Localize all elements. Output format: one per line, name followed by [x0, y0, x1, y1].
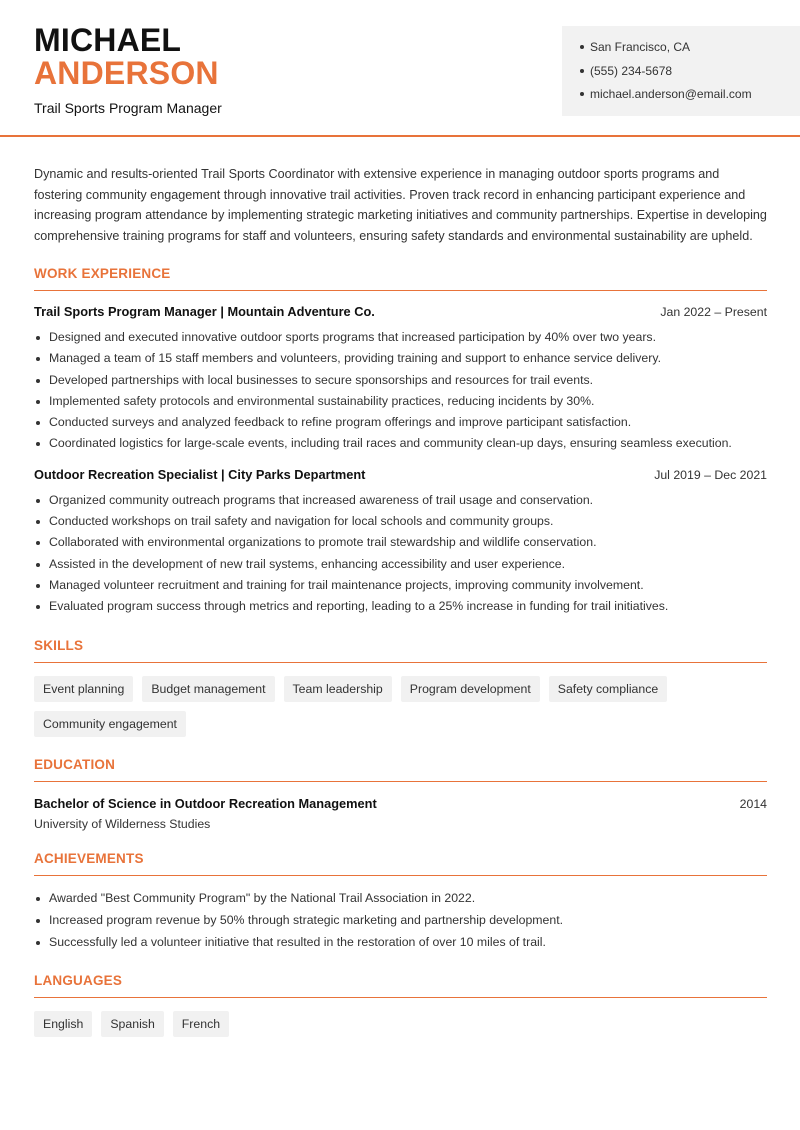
- job-title: Trail Sports Program Manager: [34, 100, 222, 116]
- bullet-icon: [36, 499, 40, 503]
- bullet-icon: [36, 563, 40, 567]
- contact-phone: [580, 64, 800, 88]
- contact-box: [562, 26, 800, 116]
- job-entry: [34, 304, 767, 455]
- bullet-icon: [36, 584, 40, 588]
- list-item: [34, 932, 767, 953]
- bullet-icon: [36, 541, 40, 545]
- languages-section: [34, 973, 767, 1037]
- skill-chip: Safety compliance: [549, 676, 667, 702]
- bullet-icon: [580, 69, 584, 73]
- bullet-text: Developed partnerships with local businesses to secure sponsorships and resources for trail events.: [49, 372, 594, 387]
- job-role: Outdoor Recreation Specialist | City Parks Department: [34, 466, 366, 482]
- skill-chip: Event planning: [34, 676, 133, 702]
- languages-list: [34, 1011, 767, 1037]
- last-name: ANDERSON: [34, 55, 219, 91]
- bullet-text: Collaborated with environmental organizations to promote trail stewardship and wildlife conservation.: [49, 535, 597, 550]
- skills-section: [34, 638, 767, 737]
- achievements-section: [34, 851, 767, 954]
- list-item: [34, 575, 767, 596]
- language-chip: Spanish: [101, 1011, 163, 1037]
- education-entry: [34, 796, 767, 831]
- bullet-text: Conducted workshops on trail safety and navigation for local schools and community groups.: [49, 514, 554, 529]
- skills-list: [34, 676, 767, 737]
- section-title: ACHIEVEMENTS: [34, 851, 767, 876]
- bullet-icon: [36, 442, 40, 446]
- graduation-year: 2014: [739, 796, 767, 811]
- bullet-text: Designed and executed innovative outdoor sports programs that increased participation by 40% over two years.: [49, 330, 656, 344]
- bullet-text: Organized community outreach programs that increased awareness of trail usage and conservation.: [49, 492, 594, 507]
- list-item: [34, 910, 767, 931]
- bullet-icon: [36, 336, 40, 340]
- skill-chip: Community engagement: [34, 711, 186, 737]
- bullet-icon: [36, 520, 40, 524]
- bullet-text: Assisted in the development of new trail systems, enhancing accessibility and user experience.: [49, 556, 566, 571]
- list-item: [34, 327, 767, 348]
- job-dates: Jul 2019 – Dec 2021: [654, 467, 767, 482]
- email-text: michael.anderson@email.com: [590, 87, 752, 101]
- location-text: San Francisco, CA: [590, 40, 691, 54]
- section-title: WORK EXPERIENCE: [34, 266, 767, 291]
- bullet-icon: [36, 941, 40, 945]
- bullet-icon: [36, 421, 40, 425]
- bullet-icon: [36, 919, 40, 923]
- resume-body: [34, 164, 767, 1037]
- list-item: [34, 490, 767, 511]
- bullet-icon: [36, 379, 40, 383]
- job-dates: Jan 2022 – Present: [660, 305, 767, 319]
- bullet-icon: [36, 357, 40, 361]
- bullet-text: Evaluated program success through metrics and reporting, leading to a 25% increase in funding for trail initiatives.: [49, 599, 669, 614]
- job-entry: [34, 467, 767, 618]
- bullet-icon: [36, 605, 40, 609]
- list-item: [34, 511, 767, 532]
- contact-location: [580, 40, 800, 64]
- list-item: [34, 391, 767, 412]
- job-role: Trail Sports Program Manager | Mountain Adventure Co.: [34, 304, 375, 319]
- bullet-text: Conducted surveys and analyzed feedback to refine program offerings and improve participant satisfaction.: [49, 415, 632, 430]
- bullet-icon: [580, 45, 584, 49]
- school: University of Wilderness Studies: [34, 816, 211, 831]
- list-item: [34, 554, 767, 575]
- work-section: [34, 266, 767, 618]
- list-item: [34, 348, 767, 369]
- achievement-text: Increased program revenue by 50% through strategic marketing and partnership development.: [49, 912, 564, 927]
- bullet-text: Coordinated logistics for large-scale events, including trail races and community clean-up days, ensuring seamless execution.: [49, 436, 732, 451]
- list-item: [34, 532, 767, 553]
- contact-email: [580, 87, 800, 111]
- section-title: EDUCATION: [34, 757, 767, 782]
- achievement-text: Successfully led a volunteer initiative that resulted in the restoration of over 10 miles of trail.: [49, 935, 546, 950]
- achievements-list: [34, 888, 767, 954]
- list-item: [34, 412, 767, 433]
- skill-chip: Program development: [401, 676, 540, 702]
- language-chip: English: [34, 1011, 92, 1037]
- skill-chip: Team leadership: [284, 676, 392, 702]
- first-name: MICHAEL: [34, 22, 182, 58]
- list-item: [34, 596, 767, 617]
- bullet-icon: [36, 400, 40, 404]
- bullet-text: Implemented safety protocols and environmental sustainability practices, reducing incidents by 30%.: [49, 393, 595, 408]
- skill-chip: Budget management: [142, 676, 274, 702]
- resume-header: [0, 0, 800, 137]
- summary: Dynamic and results-oriented Trail Sports Coordinator with extensive experience in managing outdoor sports programs and fostering community engagement through innovative trail activities. Proven track record in enhancing participant experience and increasing program attendance by implementing strategic marketing initiatives and community partnerships. Expertise in developing comprehensive training programs for staff and volunteers, ensuring safety standards and environmental sustainability are upheld.: [34, 167, 767, 243]
- achievement-text: Awarded "Best Community Program" by the National Trail Association in 2022.: [49, 890, 476, 905]
- education-section: [34, 757, 767, 831]
- list-item: [34, 433, 767, 454]
- list-item: [34, 370, 767, 391]
- bullet-icon: [36, 897, 40, 901]
- degree: Bachelor of Science in Outdoor Recreation Management: [34, 795, 377, 811]
- section-title: LANGUAGES: [34, 973, 767, 998]
- language-chip: French: [173, 1011, 229, 1037]
- bullet-icon: [580, 92, 584, 96]
- phone-text: (555) 234-5678: [590, 63, 673, 78]
- section-title: SKILLS: [34, 638, 767, 663]
- bullet-text: Managed volunteer recruitment and training for trail maintenance projects, improving community involvement.: [49, 577, 644, 592]
- job-bullets: [34, 327, 767, 455]
- list-item: [34, 888, 767, 909]
- bullet-text: Managed a team of 15 staff members and volunteers, providing training and support to enhance service delivery.: [49, 351, 662, 366]
- job-bullets: [34, 490, 767, 618]
- candidate-name: [34, 24, 219, 90]
